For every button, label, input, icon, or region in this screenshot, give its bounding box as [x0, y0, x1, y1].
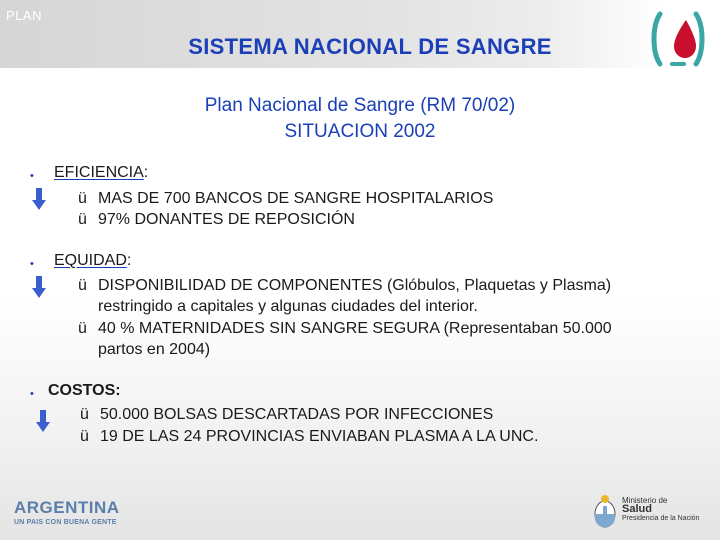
- heading-term: COSTOS:: [48, 382, 121, 399]
- subtitle-line1: Plan Nacional de Sangre (RM 70/02): [204, 95, 516, 116]
- item-text: 50.000 BOLSAS DESCARTADAS POR INFECCIONES: [100, 406, 494, 423]
- argentina-tagline: UN PAIS CON BUENA GENTE: [14, 519, 117, 526]
- list-item: [78, 188, 493, 209]
- item-text: 19 DE LAS 24 PROVINCIAS ENVIABAN PLASMA A LA UNC.: [100, 428, 539, 445]
- heading-suffix: :: [126, 252, 132, 269]
- ministry-line2: Salud: [622, 503, 652, 515]
- list-item: [80, 404, 493, 425]
- item-text: 40 % MATERNIDADES SIN SANGRE SEGURA (Representaban 50.000: [98, 320, 612, 337]
- check-icon: ü: [80, 406, 89, 423]
- section-heading: [54, 164, 148, 182]
- heading-suffix: :: [143, 164, 149, 181]
- list-item: [78, 275, 611, 317]
- bullet: •: [30, 258, 34, 270]
- ministry-text: [622, 496, 699, 523]
- ministry-logo: [592, 494, 702, 534]
- section-heading: [54, 252, 131, 270]
- blood-drop-logo-icon: [648, 6, 708, 70]
- argentina-wordmark: ARGENTINA: [14, 498, 120, 517]
- item-text-continued: restringido a capitales y algunas ciudades del interior.: [98, 298, 478, 315]
- down-arrow-icon: [36, 410, 50, 432]
- check-icon: ü: [78, 320, 87, 337]
- bullet: •: [30, 170, 34, 182]
- list-item: [80, 426, 538, 447]
- argentina-brand: [14, 498, 120, 526]
- check-icon: ü: [78, 190, 87, 207]
- bullet: •: [30, 388, 34, 400]
- heading-term: EQUIDAD: [54, 252, 127, 269]
- list-item: [78, 209, 355, 230]
- item-text: 97% DONANTES DE REPOSICIÓN: [98, 211, 355, 228]
- page-title: SISTEMA NACIONAL DE SANGRE: [188, 34, 552, 59]
- list-item: [78, 318, 612, 360]
- subtitle: [0, 93, 720, 145]
- item-text: DISPONIBILIDAD DE COMPONENTES (Glóbulos, Plaquetas y Plasma): [98, 277, 612, 294]
- subtitle-line2: SITUACION 2002: [284, 121, 436, 142]
- ministry-line3: Presidencia de la Nación: [622, 515, 700, 522]
- item-text: MAS DE 700 BANCOS DE SANGRE HOSPITALARIOS: [98, 190, 494, 207]
- argentina-shield-icon: [592, 494, 618, 530]
- item-text-continued: partos en 2004): [98, 341, 211, 358]
- plan-watermark: PLAN: [6, 8, 42, 23]
- check-icon: ü: [78, 277, 87, 294]
- down-arrow-icon: [32, 188, 46, 210]
- ministry-line1: Ministerio de: [622, 496, 668, 505]
- down-arrow-icon: [32, 276, 46, 298]
- section-heading: [48, 382, 121, 400]
- check-icon: ü: [78, 211, 87, 228]
- check-icon: ü: [80, 428, 89, 445]
- heading-term: EFICIENCIA: [54, 164, 144, 181]
